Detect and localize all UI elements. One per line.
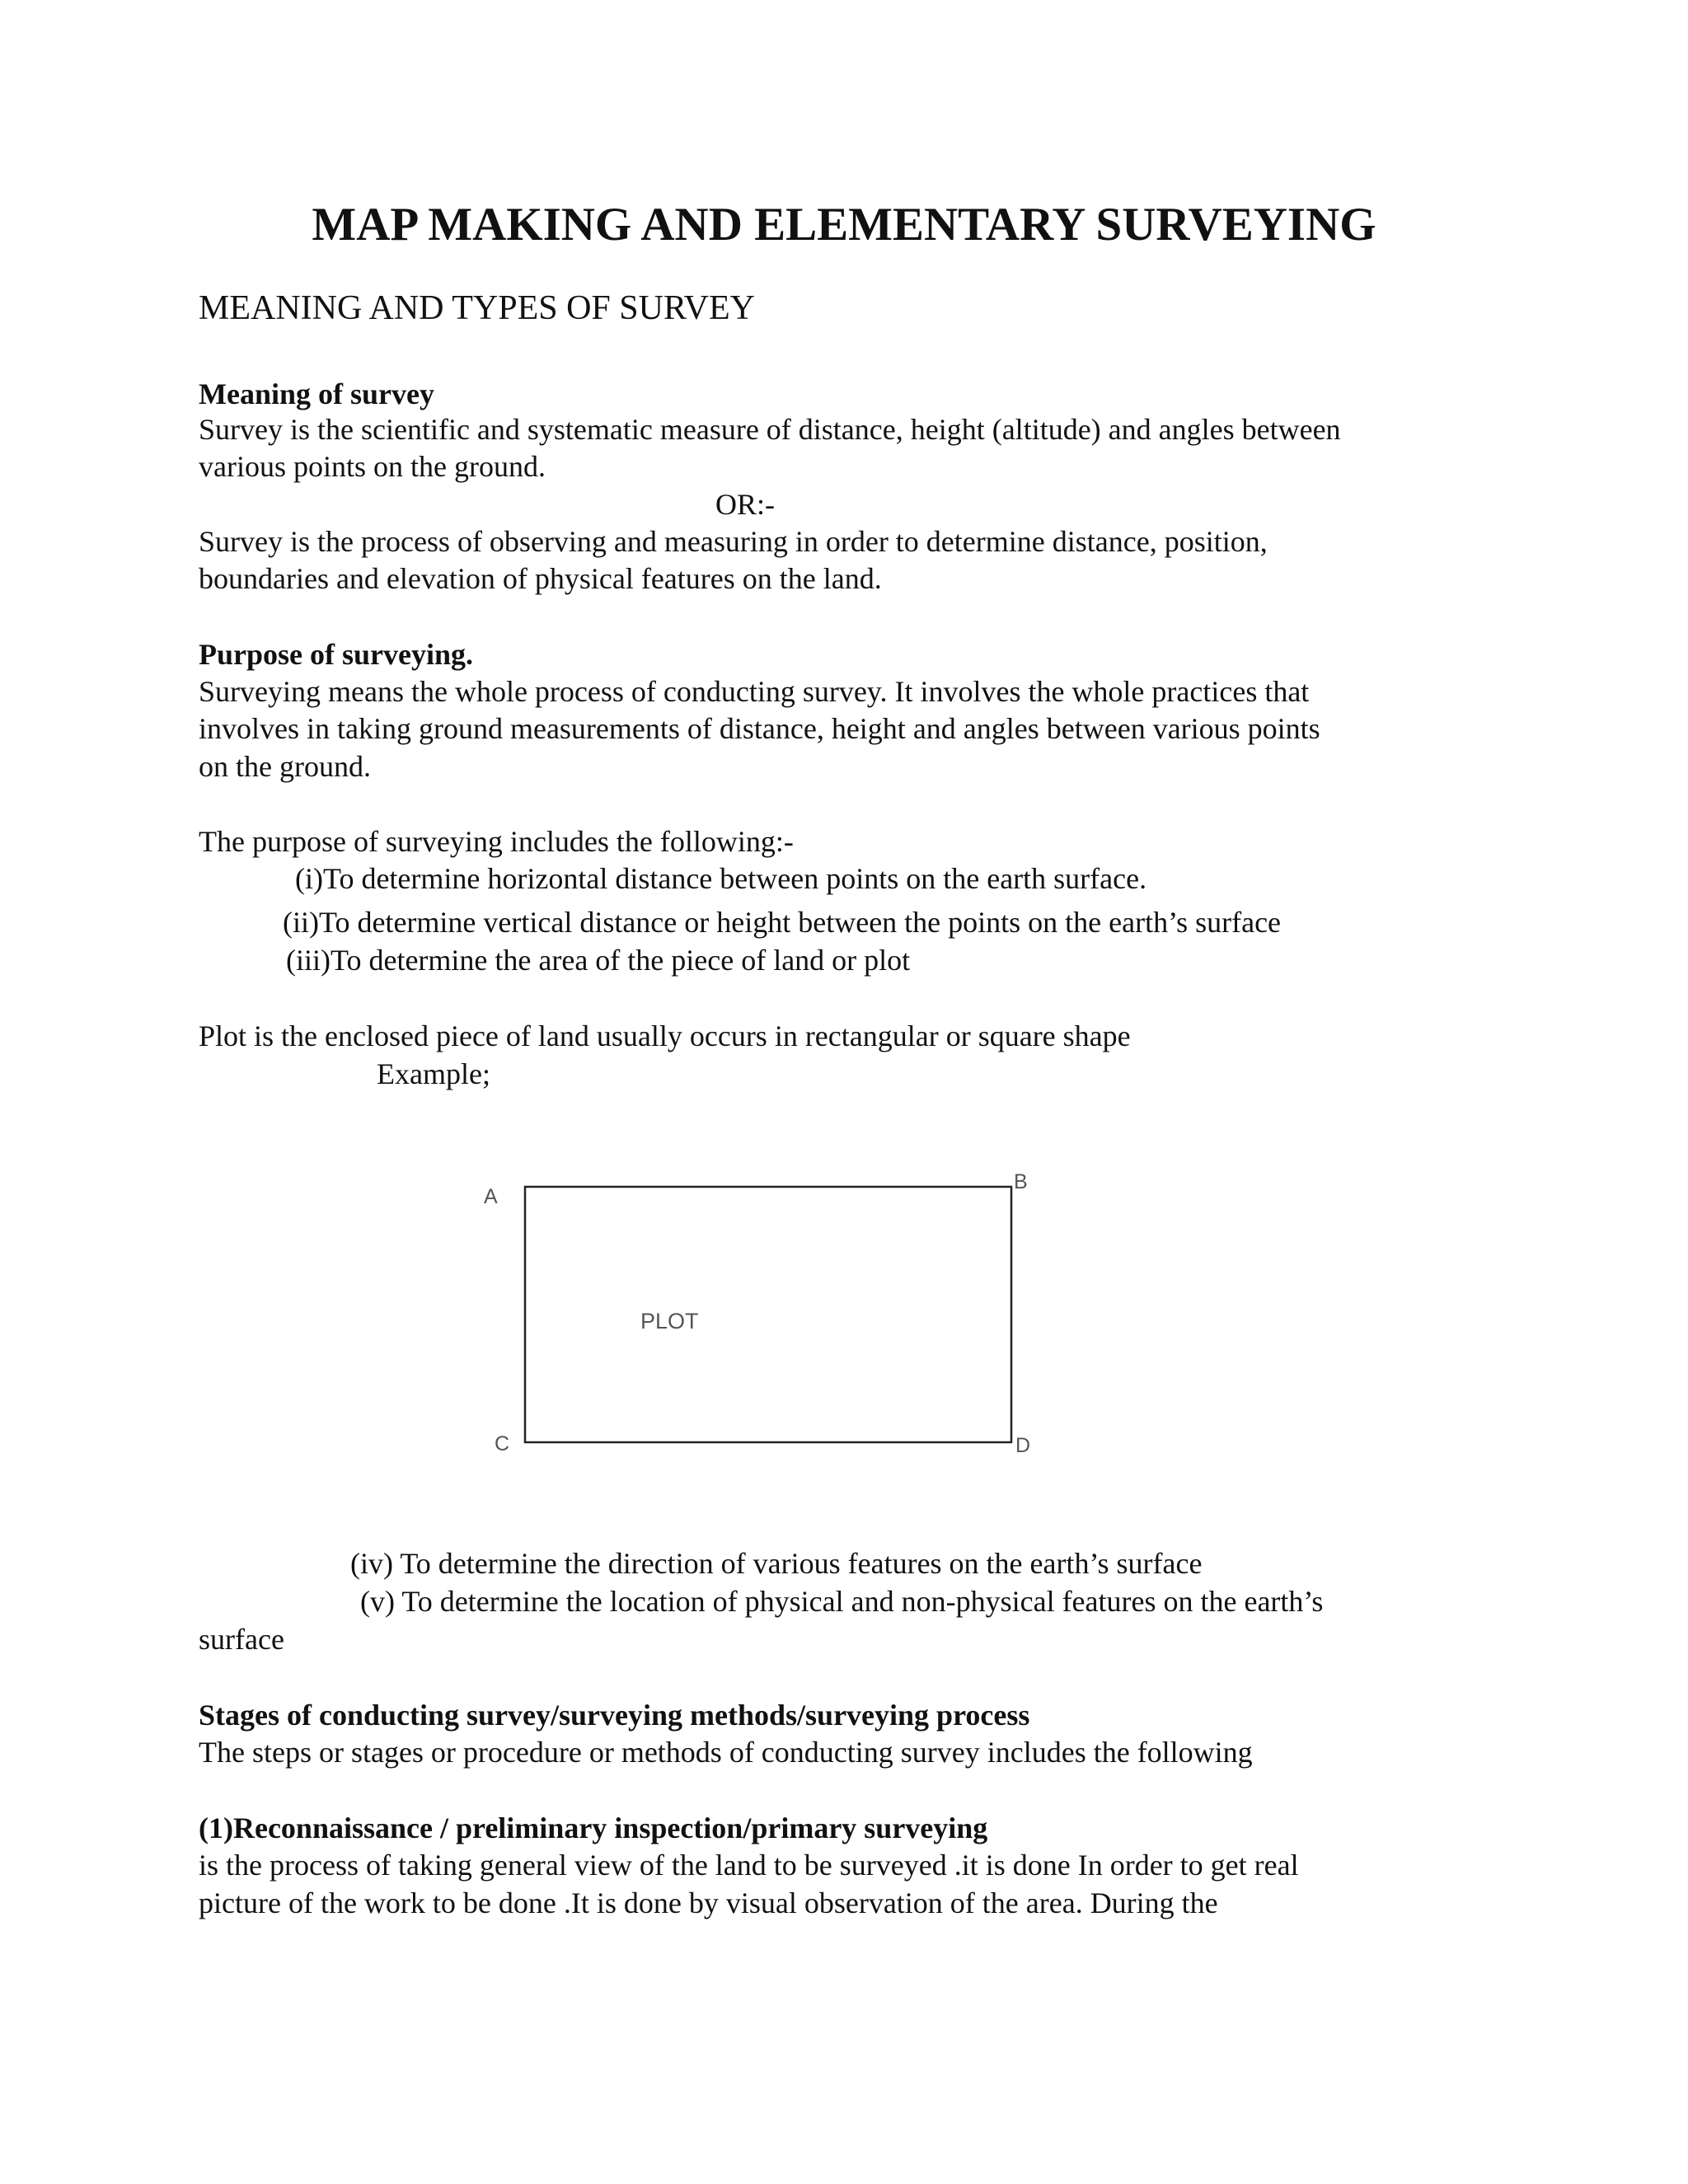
meaning-line-3: Survey is the process of observing and measuring in order to determine distance, position,	[199, 525, 1268, 558]
recon-line-2: picture of the work to be done .It is done by visual observation of the area. During the	[199, 1886, 1218, 1919]
purpose-intro: The purpose of surveying includes the following:-	[199, 825, 794, 858]
plot-definition: Plot is the enclosed piece of land usually occurs in rectangular or square shape	[199, 1019, 1131, 1052]
purpose-item-5: (v) To determine the location of physical and non-physical features on the earth’s	[360, 1585, 1324, 1618]
meaning-line-1: Survey is the scientific and systematic measure of distance, height (altitude) and angles between	[199, 413, 1341, 446]
stages-heading: Stages of conducting survey/surveying methods/surveying process	[199, 1699, 1030, 1732]
purpose-line-1: Surveying means the whole process of conducting survey. It involves the whole practices that	[199, 675, 1310, 708]
purpose-line-3: on the ground.	[199, 750, 371, 783]
purpose-item-3: (iii)To determine the area of the piece of land or plot	[286, 944, 911, 977]
meaning-line-2: various points on the ground.	[199, 450, 546, 483]
plot-center-label: PLOT	[640, 1309, 699, 1333]
corner-label-c: C	[495, 1432, 510, 1455]
recon-line-1: is the process of taking general view of the land to be surveyed .it is done In order to get real	[199, 1849, 1299, 1882]
meaning-heading: Meaning of survey	[199, 377, 434, 410]
corner-label-d: D	[1015, 1434, 1031, 1457]
plot-diagram	[478, 1162, 1055, 1475]
purpose-heading: Purpose of surveying.	[199, 638, 473, 671]
meaning-line-4: boundaries and elevation of physical features on the land.	[199, 562, 882, 595]
page-title: MAP MAKING AND ELEMENTARY SURVEYING	[312, 199, 1376, 251]
purpose-item-5-continued: surface	[199, 1623, 284, 1656]
stages-line-1: The steps or stages or procedure or methods of conducting survey includes the following	[199, 1736, 1253, 1769]
corner-label-b: B	[1014, 1170, 1028, 1193]
example-label: Example;	[377, 1057, 490, 1090]
section-subtitle: MEANING AND TYPES OF SURVEY	[199, 289, 755, 327]
corner-label-a: A	[484, 1185, 498, 1208]
purpose-line-2: involves in taking ground measurements of distance, height and angles between various points	[199, 712, 1320, 745]
purpose-item-4: (iv) To determine the direction of various features on the earth’s surface	[350, 1547, 1203, 1580]
or-separator: OR:-	[715, 488, 775, 521]
plot-rectangle	[525, 1187, 1011, 1442]
purpose-item-1: (i)To determine horizontal distance between points on the earth surface.	[295, 862, 1147, 895]
purpose-item-2: (ii)To determine vertical distance or height between the points on the earth’s surface	[283, 906, 1282, 939]
recon-heading: (1)Reconnaissance / preliminary inspection/primary surveying	[199, 1811, 988, 1844]
